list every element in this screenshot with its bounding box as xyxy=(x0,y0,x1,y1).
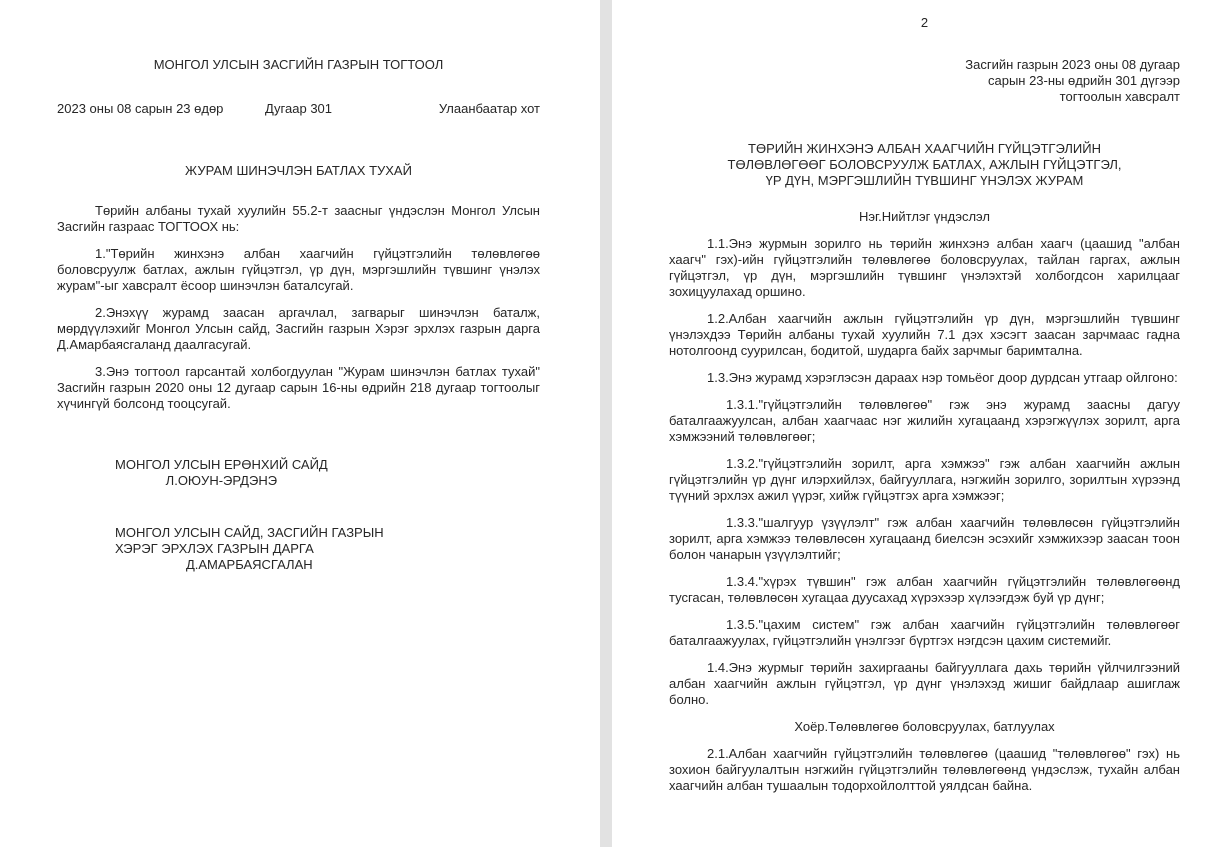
decree-preamble: Төрийн албаны тухай хуулийн 55.2-т заасныг үндэслэн Монгол Улсын Засгийн газраас ТОГТООХ нь: xyxy=(57,203,540,234)
appendix-note xyxy=(669,57,1180,105)
appendix-note-line: тогтоолын хавсралт xyxy=(1059,89,1180,104)
rule-title-line: ТӨЛӨВЛӨГӨӨГ БОЛОВСРУУЛЖ БАТЛАХ, АЖЛЫН ГҮЙЦЭТГЭЛ, xyxy=(727,157,1122,172)
rule-title-line: ТӨРИЙН ЖИНХЭНЭ АЛБАН ХААГЧИЙН ГҮЙЦЭТГЭЛИЙН xyxy=(748,141,1101,156)
decree-subject-heading: ЖУРАМ ШИНЭЧЛЭН БАТЛАХ ТУХАЙ xyxy=(185,163,412,178)
decree-paragraph: 2.Энэхүү журамд заасан аргачлал, загварыг шинэчлэн баталж, мөрдүүлэхийг Монгол Улсын сайд, Засгийн газрын Хэрэг эрхлэх газрын дарга Д.Амарбаясгаланд даалгасугай. xyxy=(57,305,540,352)
rule-paragraph: 1.2.Албан хаагчийн ажлын гүйцэтгэлийн үр дүн, мэргэшлийн түвшинг үнэлэхдээ Төрийн албаны тухай хуулийн 7.1 дэх хэсэгт заасан зарчмаас гадна нотолгоонд суурилсан, бодитой, шударга байх зарчмыг баримтална. xyxy=(669,311,1180,358)
signer-title: МОНГОЛ УЛСЫН ЕРӨНХИЙ САЙД xyxy=(115,457,328,472)
rule-paragraph: 1.3.Энэ журамд хэрэглэсэн дараах нэр томьёог доор дурдсан утгаар ойлгоно: xyxy=(707,370,1178,385)
decree-paragraph: 1."Төрийн жинхэнэ албан хаагчийн гүйцэтгэлийн төлөвлөгөө боловсруулж батлах, ажлын гүйцэтгэл, үр дүн, мэргэшлийн түвшинг үнэлэх журам"-ыг хавсралт ёсоор шинэчлэн баталсугай. xyxy=(57,246,540,293)
signer-name: Л.ОЮУН-ЭРДЭНЭ xyxy=(165,473,278,488)
appendix-note-line: Засгийн газрын 2023 оны 08 дугаар xyxy=(965,57,1180,72)
rule-paragraph: 1.4.Энэ журмыг төрийн захиргааны байгууллага дахь төрийн үйлчилгээний албан хаагчийн ажлын гүйцэтгэл, үр дүнг үнэлэхэд жишиг байдлаар ашиглаж болно. xyxy=(669,660,1180,707)
decree-number: Дугаар 301 xyxy=(264,101,333,116)
signer-name: Д.АМАРБАЯСГАЛАН xyxy=(185,557,313,572)
decree-page xyxy=(0,0,600,847)
rule-paragraph: 1.3.4."хүрэх түвшин" гэж албан хаагчийн гүйцэтгэлийн төлөвлөгөөнд тусгасан, төлөвлөсөн хугацаа дуусахад хүрэхээр хүлээгдэж буй үр дүнг; xyxy=(669,574,1180,605)
rule-paragraph: 1.1.Энэ журмын зорилго нь төрийн жинхэнэ албан хаагч (цаашид "албан хаагч" гэх)-ийн гүйцэтгэлийн төлөвлөгөө боловсруулах, тайлан гаргах, ажлын гүйцэтгэл, үр дүн, мэргэшлийн түвшинг үнэлэхтэй холбогдсон харилцааг зохицуулахад оршино. xyxy=(669,236,1180,299)
decree-paragraph: 3.Энэ тогтоол гарсантай холбогдуулан "Журам шинэчлэн батлах тухай" Засгийн газрын 2020 оны 12 дугаар сарын 16-ны өдрийн 218 дугаар тогтоолыг хүчингүй болсонд тооцсугай. xyxy=(57,364,540,411)
rule-paragraph: 1.3.2."гүйцэтгэлийн зорилт, арга хэмжээ" гэж албан хаагчийн ажлын гүйцэтгэлийн үр дүнг илэрхийлэх, байгууллага, нэгжийн зорилго, зорилтын хүрээнд түүний эрхлэх ажил үүрэг, хийж гүйцэтгэх арга хэмжээг; xyxy=(669,456,1180,503)
decree-title: МОНГОЛ УЛСЫН ЗАСГИЙН ГАЗРЫН ТОГТООЛ xyxy=(153,57,444,72)
page-separator xyxy=(600,0,612,847)
signature-block-prime-minister xyxy=(115,457,328,489)
rule-paragraph: 2.1.Албан хаагчийн гүйцэтгэлийн төлөвлөгөө (цаашид "төлөвлөгөө" гэх) нь зохион байгуулалтын нэгжийн гүйцэтгэлийн төлөвлөгөөнд үндэслэж, тухайн албан хаагчийн албан тушаалын тодорхойлолттой уялдсан байна. xyxy=(669,746,1180,793)
decree-meta-row xyxy=(57,101,540,117)
signer-title: ХЭРЭГ ЭРХЛЭХ ГАЗРЫН ДАРГА xyxy=(115,541,314,556)
section-heading: Хоёр.Төлөвлөгөө боловсруулах, батлуулах xyxy=(794,719,1055,734)
page-number: 2 xyxy=(920,15,929,30)
signature-block-cabinet-secretary xyxy=(115,525,384,573)
decree-date: 2023 оны 08 сарын 23 өдөр xyxy=(57,101,224,116)
rule-paragraph: 1.3.3."шалгуур үзүүлэлт" гэж албан хаагчийн төлөвлөсөн гүйцэтгэлийн зорилт, арга хэмжээ төлөвлөсөн хугацаанд биелсэн эсэхийг хэмжихээр заасан тоон болон чанарын үзүүлэлтийг; xyxy=(669,515,1180,562)
section-heading: Нэг.Нийтлэг үндэслэл xyxy=(858,209,990,224)
rule-paragraph: 1.3.5."цахим систем" гэж албан хаагчийн гүйцэтгэлийн төлөвлөгөөг баталгаажуулах, гүйцэтгэлийн үнэлгээг бүртгэх нэгдсэн цахим системийг. xyxy=(669,617,1180,648)
decree-paragraphs xyxy=(57,246,540,412)
rule-body xyxy=(669,209,1180,794)
decree-city: Улаанбаатар хот xyxy=(438,101,540,116)
rule-title-line: ҮР ДҮН, МЭРГЭШЛИЙН ТҮВШИНГ ҮНЭЛЭХ ЖУРАМ xyxy=(765,173,1084,188)
appendix-note-line: сарын 23-ны өдрийн 301 дүгээр xyxy=(987,73,1180,88)
rule-title xyxy=(669,141,1180,189)
annex-page xyxy=(612,0,1224,847)
rule-paragraph: 1.3.1."гүйцэтгэлийн төлөвлөгөө" гэж энэ журамд заасны дагуу баталгаажуулсан, албан хаагчаас нэг жилийн хугацаанд хэрэгжүүлэх зорилт, арга хэмжээний төлөвлөгөөг; xyxy=(669,397,1180,444)
signer-title: МОНГОЛ УЛСЫН САЙД, ЗАСГИЙН ГАЗРЫН xyxy=(115,525,384,540)
